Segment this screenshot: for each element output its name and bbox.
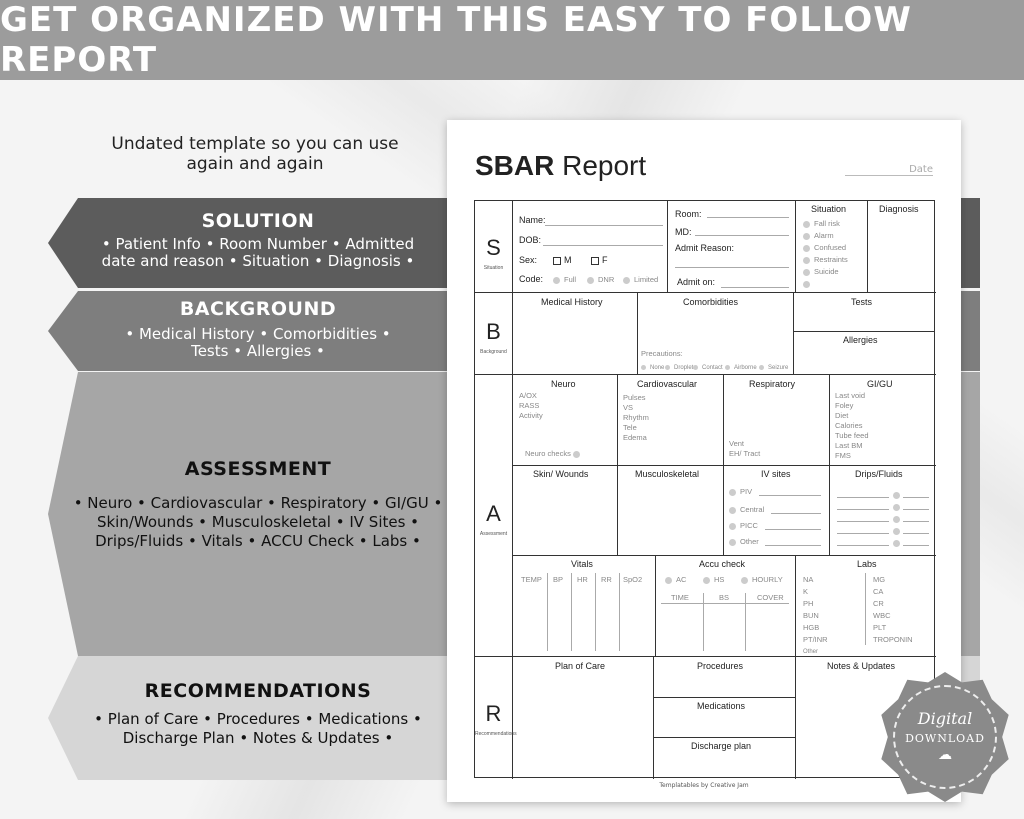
background-text	[48, 298, 468, 360]
background-title: BACKGROUND	[179, 298, 337, 320]
sheet-footer: Templatables by Creative Jam	[659, 782, 749, 789]
digital-download-badge-label: Digital DOWNLOAD ☁	[893, 685, 997, 789]
sbar-report-sheet	[447, 120, 961, 802]
solution-text	[48, 210, 468, 270]
sbar-grid	[474, 200, 935, 778]
recommendations-title: RECOMMENDATIONS	[144, 680, 372, 702]
banner-title: GET ORGANIZED WITH THIS EASY TO FOLLOW REPORT	[0, 0, 912, 80]
recommendations-desc: • Plan of Care • Procedures • Medications • Discharge Plan • Notes & Updates •	[94, 710, 422, 747]
date-field: Date	[845, 164, 933, 176]
sheet-title: SBAR Report	[475, 150, 647, 181]
assessment-text	[48, 458, 468, 551]
undated-note: Undated template so you can use again and again	[111, 134, 399, 174]
assessment-desc: • Neuro • Cardiovascular • Respiratory • GI/GU • Skin/Wounds • Musculoskeletal • IV Sites • Drips/Fluids • Vitals • ACCU Check • Labs •	[73, 494, 443, 550]
section-recommendations: R Recommendations Plan of Care Procedures Medications Discharge plan Notes & Updates	[475, 657, 936, 779]
cloud-download-icon: ☁	[938, 747, 952, 763]
solution-title: SOLUTION	[201, 210, 315, 232]
section-situation: S Situation Name: DOB: Sex: M F Code: Full DNR Limited Room: MD: Admit Reason: Admit on: Situation Fall risk Alarm Confused Restraints Suicide Diagnosis	[475, 201, 936, 293]
solution-desc: • Patient Info • Room Number • Admitted date and reason • Situation • Diagnosis •	[101, 235, 415, 270]
top-banner	[0, 0, 1024, 80]
recommendations-text	[48, 680, 468, 748]
section-background: B Background Medical History Comorbidities Tests Allergies Precautions: None Droplet Contact Airborne Seizure	[475, 293, 936, 375]
section-assessment: A Assessment Neuro A/OX RASS Activity Neuro checks Cardiovascular Pulses VS Rhythm Tele Edema Respiratory Vent EH/ Tract GI/GU Last void Foley Diet Calories Tube feed Last BM FMS Skin/ Wounds Musculoskeletal IV sites PIV Central PICC Other Drips/Fluids Vitals TEMP BP HR RR SpO2 Accu check AC HS HOURLY TIME BS COVER Labs NA K PH BUN HGB PT/INR Other MG CA CR WBC PLT TROPONIN	[475, 375, 936, 657]
background-desc: • Medical History • Comorbidities • Tests • Allergies •	[125, 325, 391, 360]
assessment-title: ASSESSMENT	[184, 458, 332, 480]
